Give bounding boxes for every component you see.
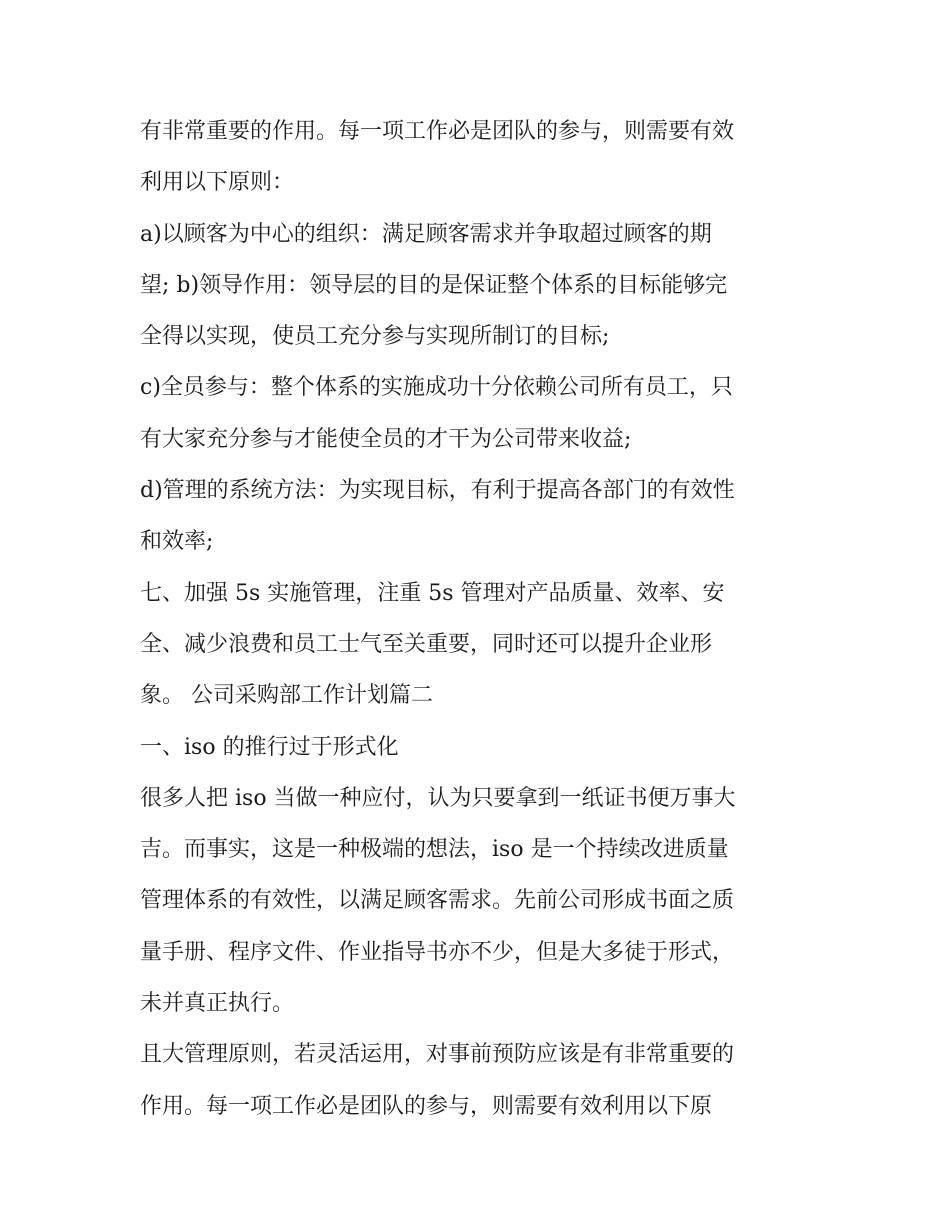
text-line: d)管理的系统方法：为实现目标，有利于提高各部门的有效性: [140, 478, 735, 504]
text-line: 全得以实现，使员工充分参与实现所制订的目标;: [140, 324, 610, 350]
text-line: 七、加强 5s 实施管理，注重 5s 管理对产品质量、效率、安: [140, 580, 725, 606]
text-line: a)以顾客为中心的组织：满足顾客需求并争取超过顾客的期: [140, 221, 712, 247]
text-line: 吉。而事实，这是一种极端的想法，iso 是一个持续改进质量: [140, 837, 729, 863]
document-body: [140, 106, 820, 1132]
text-line: 且大管理原则，若灵活运用，对事前预防应该是有非常重要的: [140, 1042, 735, 1068]
text-line: 量手册、程序文件、作业指导书亦不少，但是大多徒于形式，: [140, 939, 735, 965]
text-line: 很多人把 iso 当做一种应付，认为只要拿到一纸证书便万事大: [140, 785, 736, 811]
section-heading: 一、iso 的推行过于形式化: [140, 734, 399, 760]
text-line: 有大家充分参与才能使全员的才干为公司带来收益;: [140, 426, 632, 452]
text-line: 管理体系的有效性，以满足顾客需求。先前公司形成书面之质: [140, 888, 735, 914]
text-line: 利用以下原则：: [140, 170, 295, 196]
text-line: 望; b)领导作用：领导层的目的是保证整个体系的目标能够完: [140, 272, 728, 298]
text-line: 象。 公司采购部工作计划篇二: [140, 683, 433, 709]
text-line: 和效率;: [140, 529, 214, 555]
text-line: 未并真正执行。: [140, 991, 295, 1017]
text-line: c)全员参与：整个体系的实施成功十分依赖公司所有员工，只: [140, 375, 733, 401]
text-line: 有非常重要的作用。每一项工作必是团队的参与，则需要有效: [140, 119, 735, 144]
text-line: 作用。每一项工作必是团队的参与，则需要有效利用以下原: [140, 1093, 713, 1119]
text-line: 全、减少浪费和员工士气至关重要，同时还可以提升企业形: [140, 631, 713, 657]
